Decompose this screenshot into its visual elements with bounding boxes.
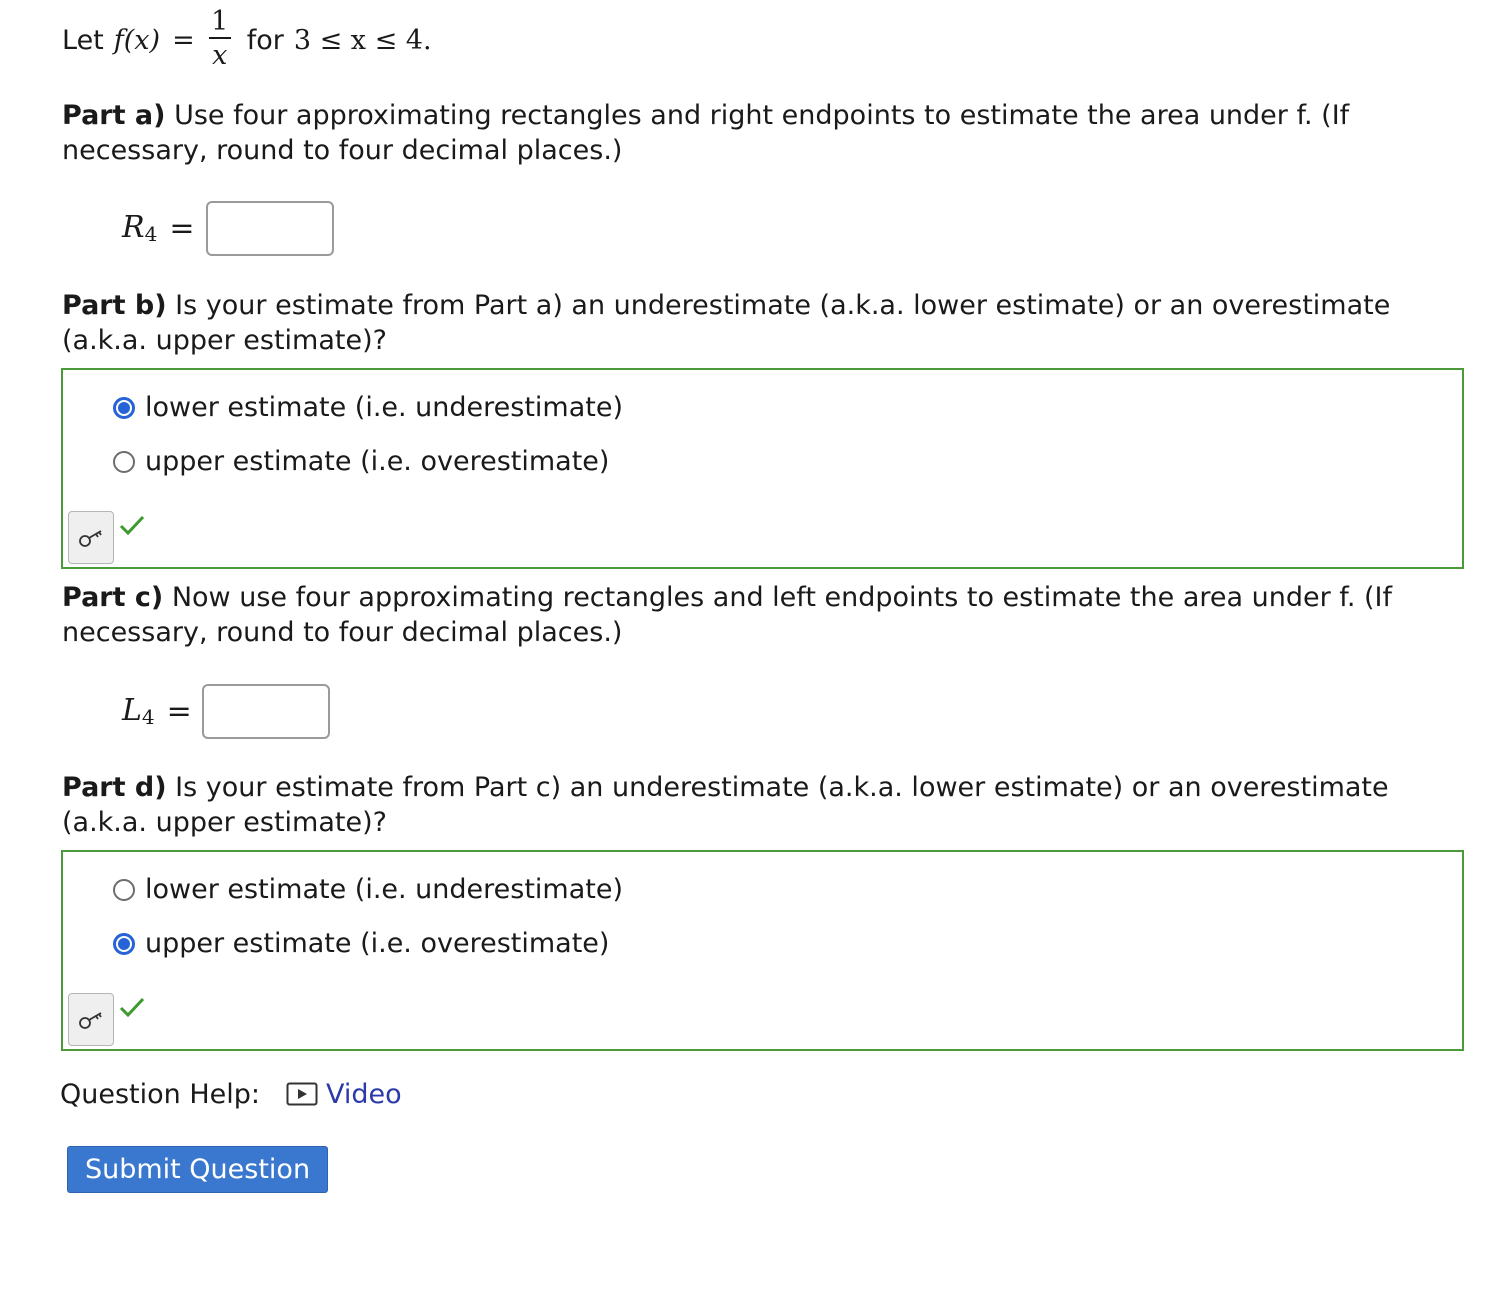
- correct-check-icon: [119, 514, 145, 536]
- submit-question-button[interactable]: Submit Question: [67, 1146, 328, 1193]
- part-d-option-lower[interactable]: [113, 874, 623, 905]
- r4-equals: =: [169, 210, 195, 246]
- intro-equals: =: [172, 24, 195, 56]
- part-a-label: Part a): [62, 100, 166, 131]
- video-link[interactable]: Video: [326, 1078, 402, 1110]
- intro-prefix: Let: [62, 24, 104, 56]
- part-c-text: Now use four approximating rectangles and left endpoints to estimate the area under f. (If necessary, round to four decimal places.): [62, 582, 1392, 648]
- part-c-prompt: [62, 580, 1462, 650]
- fraction: [209, 7, 231, 73]
- option-label: lower estimate (i.e. underestimate): [145, 392, 624, 423]
- radio-unselected-icon[interactable]: [113, 451, 135, 473]
- r4-input[interactable]: [206, 201, 334, 256]
- l4-input[interactable]: [202, 684, 330, 739]
- option-label: lower estimate (i.e. underestimate): [145, 874, 624, 905]
- intro-for: for: [246, 24, 284, 56]
- part-b-option-lower[interactable]: [113, 392, 623, 423]
- radio-selected-icon[interactable]: [113, 397, 135, 419]
- part-a-text: Use four approximating rectangles and right endpoints to estimate the area under f. (If necessary, round to four decimal places.): [62, 100, 1350, 166]
- video-play-icon[interactable]: [286, 1082, 318, 1106]
- question-help: [60, 1074, 402, 1114]
- part-a-answer-row: [122, 199, 334, 257]
- function-name: f(x): [113, 24, 161, 56]
- part-d-label: Part d): [62, 772, 167, 803]
- part-d-prompt: [62, 770, 1462, 840]
- part-d-answer-box: [61, 850, 1464, 1051]
- radio-unselected-icon[interactable]: [113, 879, 135, 901]
- l4-label: $L_4$: [122, 693, 155, 729]
- option-label: upper estimate (i.e. overestimate): [145, 446, 610, 477]
- correct-check-icon: [119, 996, 145, 1018]
- part-b-text: Is your estimate from Part a) an underestimate (a.k.a. lower estimate) or an overestimate (a.k.a. upper estimate)?: [62, 290, 1391, 356]
- key-icon: [78, 528, 104, 548]
- radio-selected-icon[interactable]: [113, 933, 135, 955]
- fraction-numerator: 1: [211, 6, 229, 37]
- question-help-label: Question Help:: [60, 1078, 260, 1110]
- part-b-label: Part b): [62, 290, 167, 321]
- part-c-answer-row: [122, 682, 330, 740]
- problem-statement: [62, 0, 432, 80]
- part-b-answer-box: [61, 368, 1464, 569]
- part-d-option-upper[interactable]: [113, 928, 609, 959]
- part-b-option-upper[interactable]: [113, 446, 609, 477]
- option-label: upper estimate (i.e. overestimate): [145, 928, 610, 959]
- r4-label: $R_4$: [122, 210, 158, 246]
- part-a-prompt: [62, 98, 1462, 168]
- intro-domain: 3 ≤ x ≤ 4.: [293, 24, 432, 56]
- part-d-key-button[interactable]: [68, 993, 114, 1046]
- part-b-prompt: [62, 288, 1462, 358]
- part-b-key-button[interactable]: [68, 511, 114, 564]
- part-c-label: Part c): [62, 582, 164, 613]
- key-icon: [78, 1010, 104, 1030]
- l4-equals: =: [166, 693, 192, 729]
- part-d-text: Is your estimate from Part c) an underestimate (a.k.a. lower estimate) or an overestimate (a.k.a. upper estimate)?: [62, 772, 1389, 838]
- fraction-denominator: x: [212, 40, 228, 71]
